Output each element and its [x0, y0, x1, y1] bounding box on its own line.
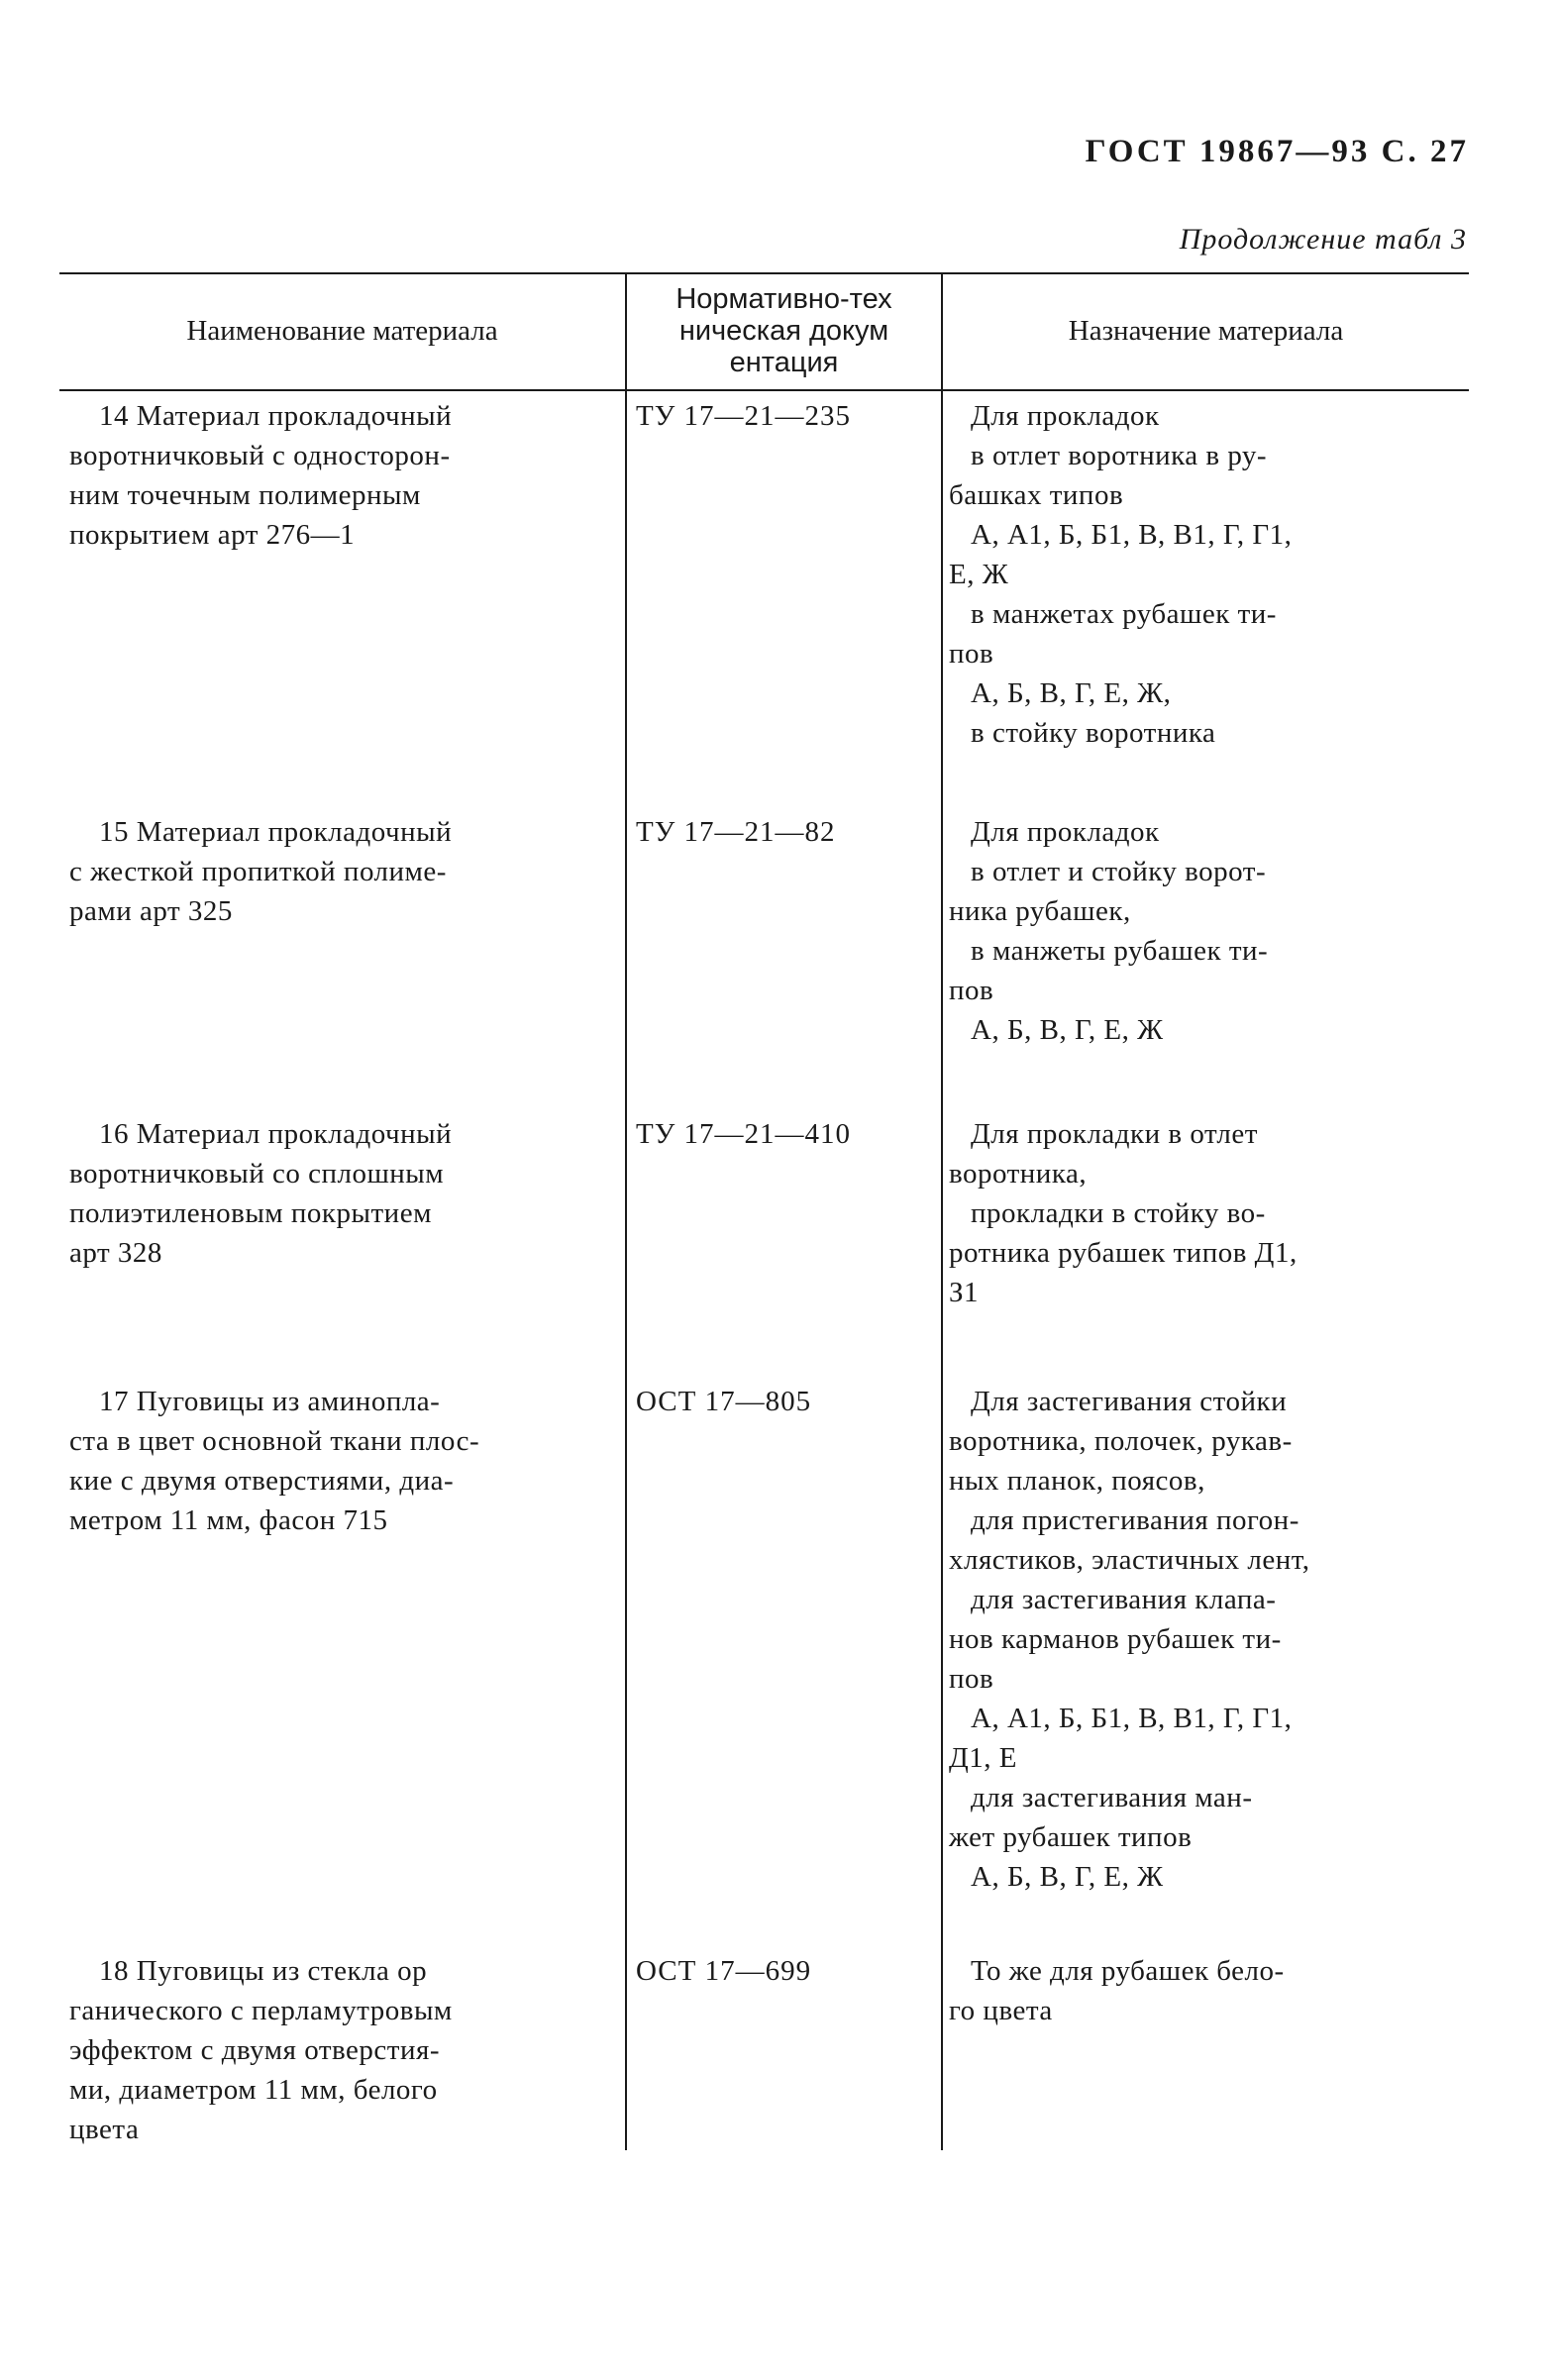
- table-header-rule: [59, 389, 1469, 391]
- table-continuation-label: Продолжение табл 3: [1179, 223, 1467, 256]
- purpose-line: воротника, полочек, рукав-: [949, 1425, 1293, 1457]
- purpose-line: Е, Ж: [949, 559, 1009, 590]
- material-name: [69, 1114, 614, 1273]
- name-line: покрытием арт 276—1: [69, 519, 356, 551]
- name-line: ми, диаметром 11 мм, белого: [69, 2074, 438, 2106]
- purpose-line: в стойку воротника: [971, 717, 1216, 749]
- purpose-line: для пристегивания погон-: [971, 1504, 1299, 1536]
- purpose-line: в манжеты рубашек ти-: [971, 935, 1269, 967]
- purpose-line: Для застегивания стойки: [971, 1386, 1288, 1417]
- purpose-line: пов: [949, 975, 994, 1006]
- material-name: [69, 812, 614, 931]
- page-header: ГОСТ 19867—93 С. 27: [1085, 134, 1469, 169]
- name-line: ганического с перламутровым: [69, 1995, 453, 2026]
- purpose-line: для застегивания клапа-: [971, 1584, 1277, 1615]
- name-line: воротничковый со сплошным: [69, 1158, 445, 1190]
- purpose-line: башках типов: [949, 479, 1124, 511]
- column-header-purpose: Назначение материала: [1068, 315, 1344, 347]
- name-line: полиэтиленовым покрытием: [69, 1197, 432, 1229]
- name-line: 16 Материал прокладочный: [99, 1118, 453, 1150]
- purpose-line: ротника рубашек типов Д1,: [949, 1237, 1298, 1269]
- name-line: 17 Пуговицы из аминопла-: [99, 1386, 441, 1417]
- name-line: воротничковый с односторон-: [69, 440, 451, 471]
- purpose-line: З1: [949, 1277, 980, 1308]
- purpose-line: А, Б, В, Г, Е, Ж: [971, 1014, 1164, 1046]
- material-purpose: [949, 812, 1454, 1050]
- purpose-line: прокладки в стойку во-: [971, 1197, 1266, 1229]
- purpose-line: ных планок, поясов,: [949, 1465, 1205, 1497]
- purpose-line: пов: [949, 1663, 994, 1695]
- name-line: 14 Материал прокладочный: [99, 400, 453, 432]
- purpose-line: в отлет воротника в ру-: [971, 440, 1268, 471]
- name-line: метром 11 мм, фасон 715: [69, 1504, 388, 1536]
- purpose-line: воротника,: [949, 1158, 1088, 1190]
- column-header-name: Наименование материала: [186, 315, 498, 347]
- purpose-line: в отлет и стойку ворот-: [971, 856, 1267, 887]
- material-name: [69, 396, 614, 555]
- name-line: цвета: [69, 2114, 140, 2145]
- material-name: [69, 1951, 614, 2149]
- name-line: с жесткой пропиткой полиме-: [69, 856, 447, 887]
- purpose-line: А, А1, Б, Б1, В, В1, Г, Г1,: [971, 1703, 1293, 1734]
- column-header-doc-text: Нормативно-техническая документация: [675, 283, 892, 378]
- purpose-line: жет рубашек типов: [949, 1821, 1193, 1853]
- purpose-line: А, Б, В, Г, Е, Ж: [971, 1861, 1164, 1893]
- normative-document: ОСТ 17—805: [636, 1386, 812, 1417]
- purpose-line: в манжетах рубашек ти-: [971, 598, 1277, 630]
- name-line: ним точечным полимерным: [69, 479, 421, 511]
- purpose-line: А, Б, В, Г, Е, Ж,: [971, 677, 1172, 709]
- name-line: эффектом с двумя отверстия-: [69, 2034, 440, 2066]
- material-purpose: [949, 1382, 1454, 1897]
- purpose-line: Для прокладок: [971, 816, 1160, 848]
- column-divider: [625, 272, 627, 2150]
- name-line: арт 328: [69, 1237, 162, 1269]
- purpose-line: пов: [949, 638, 994, 670]
- normative-document: ОСТ 17—699: [636, 1955, 812, 1987]
- normative-document: ТУ 17—21—410: [636, 1118, 851, 1150]
- purpose-line: Д1, Е: [949, 1742, 1017, 1774]
- purpose-line: Для прокладки в отлет: [971, 1118, 1258, 1150]
- normative-document: ТУ 17—21—235: [636, 400, 851, 432]
- column-header-doc: [627, 272, 941, 389]
- name-line: ста в цвет основной ткани плос-: [69, 1425, 480, 1457]
- purpose-line: хлястиков, эластичных лент,: [949, 1544, 1310, 1576]
- material-purpose: [949, 1114, 1454, 1312]
- material-name: [69, 1382, 614, 1540]
- material-purpose: [949, 1951, 1454, 2030]
- material-purpose: [949, 396, 1454, 753]
- purpose-line: А, А1, Б, Б1, В, В1, Г, Г1,: [971, 519, 1293, 551]
- purpose-line: для застегивания ман-: [971, 1782, 1253, 1813]
- purpose-line: го цвета: [949, 1995, 1053, 2026]
- name-line: рами арт 325: [69, 895, 233, 927]
- normative-document: ТУ 17—21—82: [636, 816, 836, 848]
- name-line: кие с двумя отверстиями, диа-: [69, 1465, 455, 1497]
- name-line: 18 Пуговицы из стекла ор: [99, 1955, 428, 1987]
- purpose-line: Для прокладок: [971, 400, 1160, 432]
- purpose-line: ника рубашек,: [949, 895, 1131, 927]
- name-line: 15 Материал прокладочный: [99, 816, 453, 848]
- purpose-line: нов карманов рубашек ти-: [949, 1623, 1282, 1655]
- column-divider: [941, 272, 943, 2150]
- purpose-line: То же для рубашек бело-: [971, 1955, 1285, 1987]
